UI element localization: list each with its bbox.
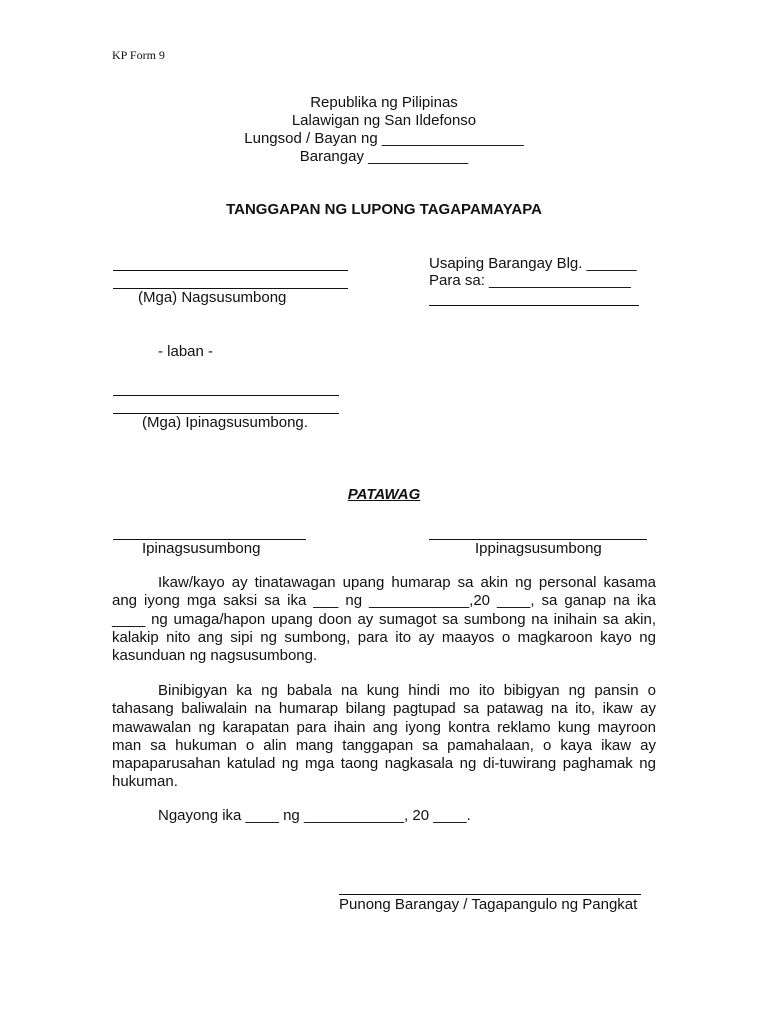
addressee-label-right: Ippinagsusumbong — [475, 540, 602, 557]
complainants-label: (Mga) Nagsusumbong — [138, 289, 287, 306]
form-number: KP Form 9 — [112, 48, 165, 62]
respondents-label: (Mga) Ipinagsusumbong. — [142, 414, 308, 431]
case-number-line: Usaping Barangay Blg. ______ — [429, 255, 637, 272]
respondent-line-1 — [113, 395, 339, 396]
complainant-line-1 — [113, 270, 348, 271]
office-title: TANGGAPAN NG LUPONG TAGAPAMAYAPA — [226, 201, 542, 218]
header-municipality: Lungsod / Bayan ng _________________ — [244, 130, 524, 147]
case-for-line: Para sa: _________________ — [429, 272, 631, 289]
addressee-label-left: Ipinagsusumbong — [142, 540, 261, 557]
date-line: Ngayong ika ____ ng ____________, 20 ____. — [158, 807, 471, 824]
document-title: PATAWAG — [347, 486, 421, 503]
header-province: Lalawigan ng San Ildefonso — [291, 112, 477, 129]
case-extra-line — [429, 305, 639, 306]
signature-line — [339, 894, 641, 895]
header-republic: Republika ng Pilipinas — [310, 94, 458, 111]
header-barangay: Barangay ____________ — [299, 148, 469, 165]
body-paragraph-summons: Ikaw/kayo ay tinatawagan upang humarap sa akin ng personal kasama ang iyong mga saksi sa ika ___ ng ____________,20 ____, sa ganap na ika ____ ng umaga/hapon upang doon ay sumagot sa sumbong na inihain sa akin, kalakip nito ang sipi ng sumbong, para ito ay maayos o magkaroon kayo ng kasunduan ng nagsusumbong. — [112, 574, 656, 665]
signatory-label: Punong Barangay / Tagapangulo ng Pangkat — [339, 896, 638, 913]
body-paragraph-warning: Binibigyan ka ng babala na kung hindi mo ito bibigyan ng pansin o tahasang baliwalain na humarap bilang pagtupad sa patawag na ito, ikaw ay mawawalan ng karapatan para ihain ang iyong kontra reklamo kung mayroon man sa hukuman o alin mang tanggapan sa pamahalaan, o kaya ikaw ay mapaparusahan katulad ng mga taong nagkasala ng di-tuwirang paghamak ng hukuman. — [112, 682, 656, 791]
versus-text: - laban - — [158, 343, 214, 360]
